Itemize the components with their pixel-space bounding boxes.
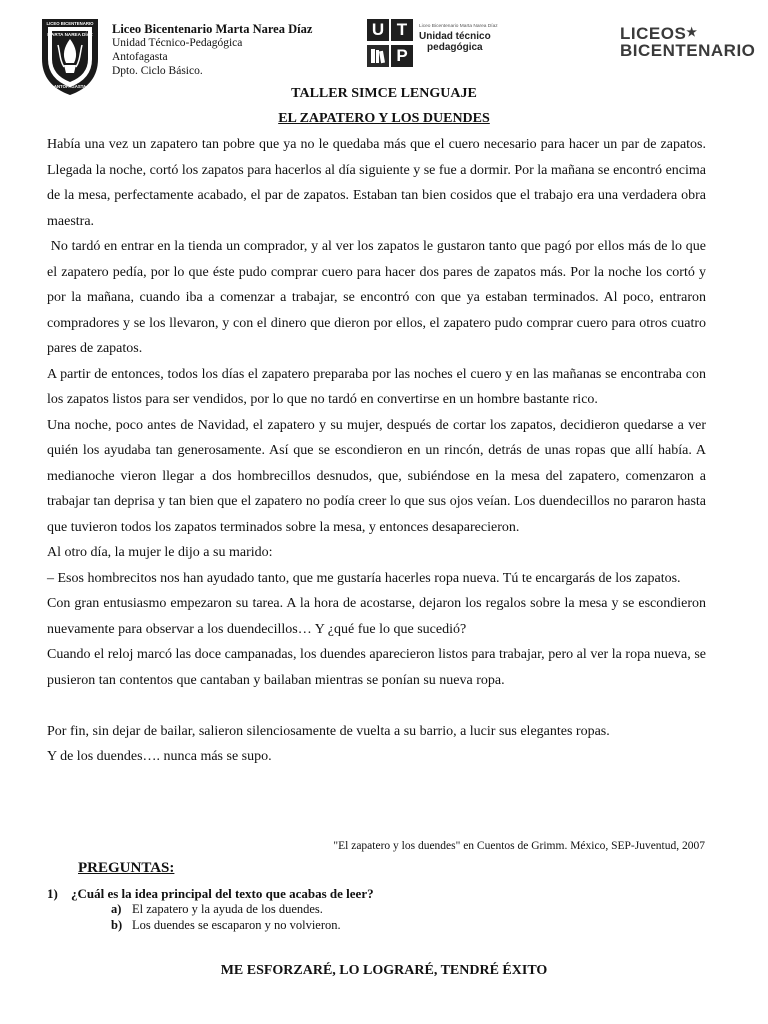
school-city: Antofagasta xyxy=(112,51,168,63)
school-info xyxy=(112,22,312,78)
workshop-title: TALLER SIMCE LENGUAJE xyxy=(291,86,477,101)
star-icon: ★ xyxy=(686,25,698,39)
utp-label xyxy=(419,31,491,53)
school-cycle: Dpto. Ciclo Básico. xyxy=(112,65,203,77)
answer-option-a xyxy=(111,902,323,917)
school-crest-logo xyxy=(38,15,102,97)
utp-letter-p: P xyxy=(391,45,413,67)
option-letter: a) xyxy=(111,902,122,916)
school-department: Unidad Técnico-Pedagógica xyxy=(112,37,243,49)
bicentenario-word: BICENTENARIO xyxy=(620,41,756,60)
story-paragraph: A partir de entonces, todos los días el zapatero preparaba por las noches el cuero y en las mañanas se encontraba con los zapatos listos para ser vendidos, por lo que no tardó en convertirse en un hombre bastante rico. xyxy=(47,366,706,407)
story-paragraph: Cuando el reloj marcó las doce campanadas, los duendes aparecieron listos para trabajar, pero al ver la ropa nueva, se pusieron tan contentos que cantaban y bailaban mientras se ponían su nueva ropa. xyxy=(47,647,706,688)
utp-letter-t: T xyxy=(391,19,413,41)
story-paragraph: Había una vez un zapatero tan pobre que ya no le quedaba más que el cuero necesario para hacer un par de zapatos. Llegada la noche, cortó los zapatos para hacerlos al día siguiente y se fue a dormir. Por la mañana se encontró encima de la mesa, perfectamente acabado, el par de zapatos. Estaban tan bien cosidos que el trabajo era una verdadera obra maestra. xyxy=(47,137,706,229)
utp-books-icon xyxy=(367,45,389,67)
story-paragraph: Con gran entusiasmo empezaron su tarea. A la hora de acostarse, dejaron los regalos sobre la mesa y se escondieron nuevamente para observar a los duendecillos… Y ¿qué fue lo que sucedió? xyxy=(47,596,706,637)
story-paragraph: No tardó en entrar en la tienda un comprador, y al ver los zapatos le gustaron tanto que pagó por ellos más de lo que el zapatero pedía, por lo que éste pudo comprar cuero para hacer dos pares de zapatos más. Por la noche los cortó y por la mañana, cuando iba a comenzar a trabajar, se encontró con que ya estaban terminados. Al poco, entraron compradores y se los llevaron, y con el dinero que dieron por ellos, el zapatero pudo comprar cuero para otros cuatro pares de zapatos. xyxy=(47,239,710,356)
source-citation: "El zapatero y los duendes" en Cuentos de Grimm. México, SEP-Juventud, 2007 xyxy=(333,840,705,852)
school-name: Liceo Bicentenario Marta Narea Díaz xyxy=(112,22,313,36)
crest-text-bottom: ANTOFAGASTA xyxy=(53,84,87,89)
utp-label-line1: Unidad técnico xyxy=(419,31,491,42)
question-text: ¿Cuál es la idea principal del texto que acabas de leer? xyxy=(71,886,374,901)
story-dialogue: – Esos hombrecitos nos han ayudado tanto, que me gustaría hacerles ropa nueva. Tú te encargarás de los zapatos. xyxy=(47,570,681,586)
crest-text-top: LICEO BICENTENARIO xyxy=(46,21,94,26)
questions-heading: PREGUNTAS: xyxy=(78,860,175,876)
option-letter: b) xyxy=(111,918,123,932)
liceos-bicentenario-logo xyxy=(620,24,755,59)
option-text: El zapatero y la ayuda de los duendes. xyxy=(132,902,323,916)
option-text: Los duendes se escaparon y no volvieron. xyxy=(132,918,341,932)
page-header xyxy=(0,0,768,100)
story-text xyxy=(47,132,710,770)
utp-small-text: Liceo Bicentenario Marta Narea Díaz xyxy=(419,24,498,29)
crest-text-name: MARTA NAREA DÍAZ xyxy=(47,32,93,37)
answer-option-b xyxy=(111,918,341,933)
story-paragraph: Por fin, sin dejar de bailar, salieron silenciosamente de vuelta a su barrio, a lucir sus elegantes ropas. xyxy=(47,723,610,739)
story-title: EL ZAPATERO Y LOS DUENDES xyxy=(278,111,490,126)
utp-letter-u: U xyxy=(367,19,389,41)
utp-label-line2: pedagógica xyxy=(427,42,483,53)
question-number: 1) xyxy=(47,886,58,901)
question-1 xyxy=(47,886,374,902)
school-motto: ME ESFORZARÉ, LO LOGRARÉ, TENDRÉ ÉXITO xyxy=(220,963,548,978)
story-ending: Y de los duendes…. nunca más se supo. xyxy=(47,749,272,764)
story-paragraph: Una noche, poco antes de Navidad, el zapatero y su mujer, después de cortar los zapatos, decidieron quedarse a ver quién los ayudaba tan generosamente. Así que se escondieron en un rincón, detrás de unas ropas que allí había. A medianoche vieron llegar a dos hombrecillos desnudos, que, subiéndose en la mesa del zapatero, comenzaron a trabajar tan deprisa y tan bien que el zapatero no podía creer lo que sus ojos veían. Los duendecillos no pararon hasta que tuvieron todos los zapatos terminados sobre la mesa, y entonces desaparecieron. xyxy=(47,417,706,535)
utp-logo xyxy=(367,19,497,73)
story-paragraph: Al otro día, la mujer le dijo a su marido: xyxy=(47,545,273,560)
liceos-word: LICEOS xyxy=(620,24,687,43)
